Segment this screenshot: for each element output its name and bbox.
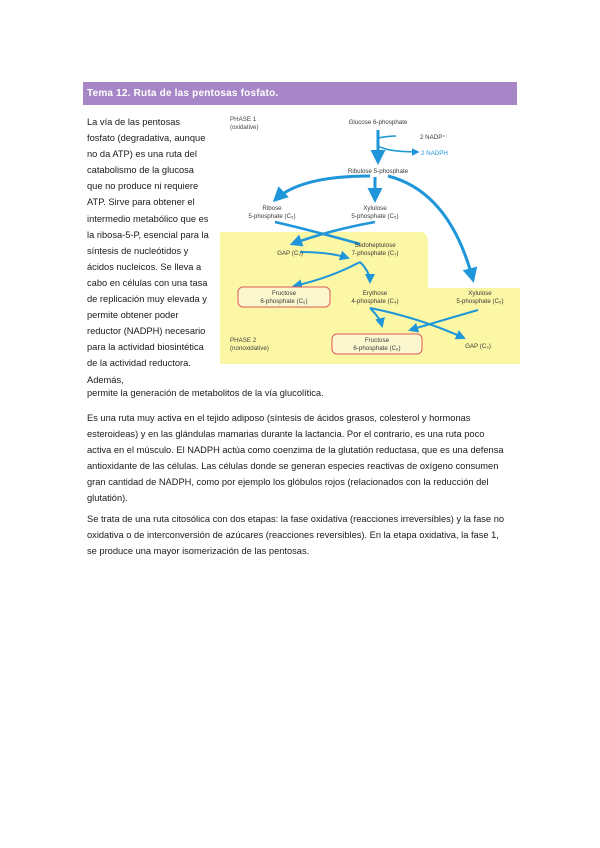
page-title: Tema 12. Ruta de las pentosas fosfato.	[83, 82, 517, 105]
xylulose-a-label: Xylulose	[363, 205, 387, 212]
xylulose-b-label: Xylulose	[468, 290, 492, 297]
erythrose-sublabel: 4-phosphate (C₄)	[351, 298, 399, 305]
fructose-a-label: Fructose	[271, 290, 297, 297]
sedoheptulose-sublabel: 7-phosphate (C₇)	[351, 250, 399, 257]
phase2-label: PHASE 2	[230, 337, 257, 344]
fructose-b-sublabel: 6-phosphate (C₆)	[353, 345, 401, 352]
erythrose-label: Erythose	[362, 290, 388, 297]
ribose-label: Ribose	[262, 205, 282, 212]
ribose-sublabel: 5-phosphate (C₅)	[248, 213, 296, 220]
fructose-a-sublabel: 6-phosphate (C₆)	[260, 298, 308, 305]
gap-a-label: GAP (C₃)	[277, 250, 303, 257]
fructose-b-label: Fructose	[364, 337, 390, 344]
paragraph-phases: Se trata de una ruta citosólica con dos etapas: la fase oxidativa (reacciones irreversibles) y la fase no oxidativa o de interconversión de azúcares (reacciones reversibles). En la etapa oxidativa, la fase 1, se produce una mayor isomerización de las pentosas.	[87, 514, 505, 556]
phase1-sublabel: (oxidative)	[230, 124, 259, 131]
gap-b-label: GAP (C₃)	[465, 343, 491, 350]
intro-paragraph: La vía de las pentosas fosfato (degradativa, aunque no da ATP) es una ruta del catabolismo de la glucosa que no produce ni requiere ATP. Sirve para obtener el intermedio metabólico que es la ribosa-5-P, esencial para la síntesis de nucleótidos y ácidos nucleicos. Se lleva a cabo en células con una tasa de replicación muy elevada y permite obtener poder reductor (NADPH) necesario para la actividad biosintética de la actividad reductora. Además,	[87, 117, 209, 385]
glucose-6-phosphate-label: Glucose 6-phosphate	[348, 119, 408, 126]
paragraph-tissues: Es una ruta muy activa en el tejido adiposo (síntesis de ácidos grasos, colesterol y hormonas esteroideas) y en las glándulas mamarias durante la lactancia. Por el contrario, es una ruta poco activa en el músculo. El NADPH actúa como coenzima de la glutatión reductasa, que es una defensa antioxidante de las células. Las células donde se generan especies reactivas de oxígeno consumen gran cantidad de NADPH, como por ejemplo los glóbulos rojos (relacionados con la reducción del glutatión).	[87, 413, 504, 503]
sedoheptulose-label: Sedoheptulose	[354, 242, 396, 249]
intro-paragraph-tail: permite la generación de metabolitos de la vía glucolítica.	[87, 388, 324, 398]
phase1-label: PHASE 1	[230, 116, 257, 123]
ribulose-5-phosphate-label: Ribulose 5-phosphate	[347, 168, 409, 175]
xylulose-b-sublabel: 5-phosphate (C₅)	[456, 298, 504, 305]
nadp-label: 2 NADP⁺	[420, 134, 446, 141]
nadph-label: 2 NADPH	[421, 150, 448, 157]
xylulose-a-sublabel: 5-phosphate (C₅)	[351, 213, 399, 220]
pentose-phosphate-diagram	[220, 112, 520, 380]
phase2-sublabel: (nonoxidative)	[230, 345, 269, 352]
